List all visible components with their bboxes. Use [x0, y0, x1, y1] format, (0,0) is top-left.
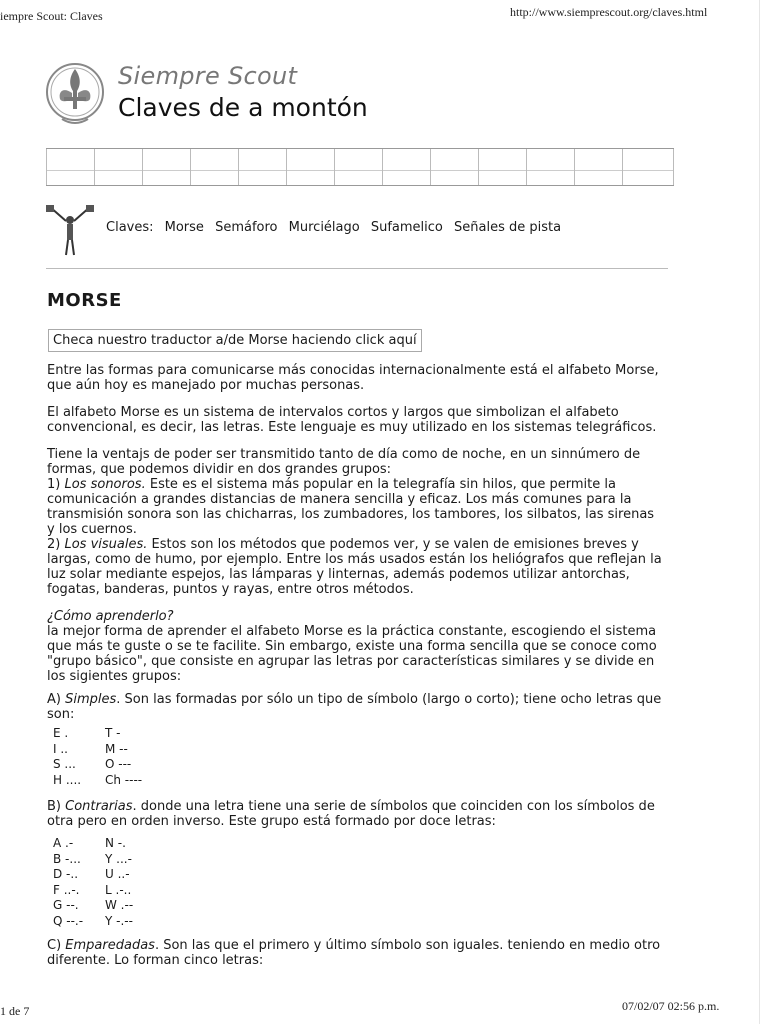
- nav-link-morse[interactable]: Morse: [164, 220, 204, 235]
- morse-translator-link[interactable]: Checa nuestro traductor a/de Morse haciendo click aquí: [48, 329, 422, 352]
- sonoros-term: Los sonoros.: [64, 477, 146, 492]
- nav-link-semaforo[interactable]: Semáforo: [215, 220, 278, 235]
- paragraph-groups: [47, 447, 665, 597]
- code-row: G --. W .--: [53, 898, 134, 912]
- nav-link-murcielago[interactable]: Murciélago: [288, 220, 360, 235]
- code-row: S ... O ---: [53, 757, 132, 771]
- code-row: F ..-. L .-..: [53, 882, 132, 897]
- paragraph-definition: El alfabeto Morse es un sistema de intervalos cortos y largos que simbolizan el alfabeto convencional, es decir, las letras. Este lenguaje es muy utilizado en los sistemas telegráficos.: [47, 405, 657, 435]
- group-b-term: Contrarias: [65, 799, 133, 814]
- paragraph-intro: Entre las formas para comunicarse más conocidas internacionalmente está el alfabeto Morse, que aún hoy es manejado por muchas personas.: [47, 363, 659, 393]
- group-a-term: Simples: [65, 692, 117, 707]
- paragraph-learn: [47, 609, 665, 684]
- page-edge: [759, 0, 760, 1024]
- code-row: B -... Y ...-: [53, 851, 132, 866]
- claves-nav: [106, 220, 568, 235]
- print-header-title: iempre Scout: Claves: [0, 9, 103, 23]
- nav-label: Claves:: [106, 220, 154, 235]
- nav-link-sufamelico[interactable]: Sufamelico: [370, 220, 443, 235]
- code-row: A .- N -.: [53, 836, 126, 850]
- print-footer-page: 1 de 7: [0, 1004, 30, 1018]
- section-title: MORSE: [47, 290, 122, 311]
- print-header-url: http://www.siemprescout.org/claves.html: [510, 5, 708, 19]
- site-name: Siempre Scout: [118, 62, 298, 90]
- divider: [46, 268, 668, 269]
- group-a-codes: [53, 726, 142, 788]
- group-sonoros: 1) Los sonoros. Este es el sistema más popular en la telegrafía sin hilos, que permite la comunicación a grandes distancias de manera sencilla y eficaz. Los más comunes para la transmisión sonora son las chicharras, los zumbadores, los tambores, los silbatos, las sirenas y los cuernos.: [47, 477, 655, 537]
- groups-intro: Tiene la ventajs de poder ser transmitido tanto de día como de noche, en un sinnúmero de formas, que podemos dividir en dos grandes grupos:: [47, 447, 641, 477]
- code-row: Q --.- Y -.--: [53, 913, 133, 928]
- learn-text: la mejor forma de aprender el alfabeto Morse es la práctica constante, escogiendo el sistema que más te guste o se te facilite. Sin embargo, existe una forma sencilla que se conoce como "grupo básico", que consiste en agrupar las letras por características similares y se divide en los sigientes grupos:: [47, 624, 657, 684]
- group-b-codes: [53, 836, 133, 929]
- learn-heading: ¿Cómo aprenderlo?: [47, 609, 174, 624]
- fleur-de-lis-icon: [42, 57, 108, 131]
- decorative-grid-bar: [46, 148, 674, 186]
- page-title: Claves de a montón: [118, 93, 368, 122]
- group-visuales: 2) Los visuales. Estos son los métodos que podemos ver, y se valen de emisiones breves y largas, como de humo, por ejemplo. Entre los más usados están los heliógrafos que reflejan la luz solar mediante espejos, las lámparas y linternas, además podemos utilizar antorchas, fogatas, banderas, puntos y rayas, entre otros métodos.: [47, 537, 662, 597]
- paragraph-group-c: C) Emparedadas. Son las que el primero y último símbolo son iguales. teniendo en medio otro diferente. Lo forman cinco letras:: [47, 938, 661, 968]
- paragraph-group-a: A) Simples. Son las formadas por sólo un tipo de símbolo (largo o corto); tiene ocho letras que son:: [47, 692, 662, 722]
- code-row: I .. M --: [53, 741, 128, 756]
- code-row: E . T -: [53, 726, 121, 740]
- group-c-term: Emparedadas: [65, 938, 155, 953]
- code-row: H .... Ch ----: [53, 772, 143, 787]
- semaphore-figure-icon: [44, 203, 96, 259]
- visuales-term: Los visuales.: [64, 537, 148, 552]
- nav-link-senales-de-pista[interactable]: Señales de pista: [454, 220, 562, 235]
- code-row: D -.. U ..-: [53, 867, 130, 881]
- print-footer-datetime: 07/02/07 02:56 p.m.: [622, 999, 720, 1013]
- paragraph-group-b: B) Contrarias. donde una letra tiene una serie de símbolos que coinciden con los símbolos de otra pero en orden inverso. Este grupo está formado por doce letras:: [47, 799, 655, 829]
